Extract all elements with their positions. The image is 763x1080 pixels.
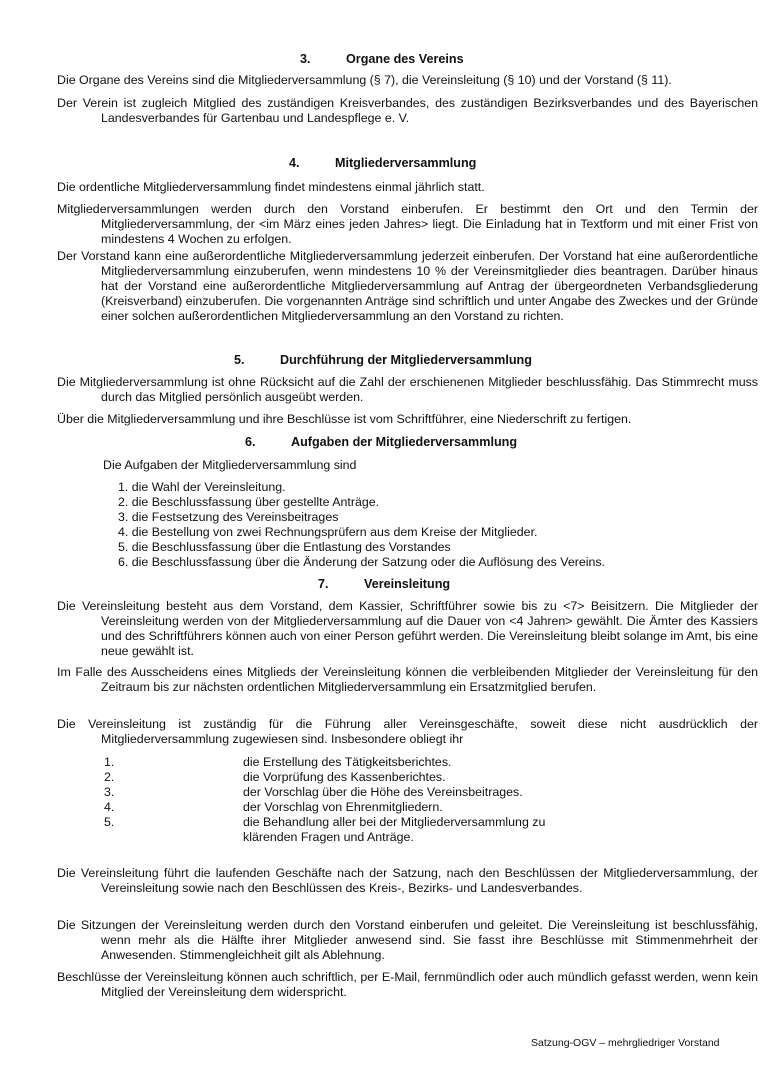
section-number: 5. [234, 353, 245, 367]
list-item [104, 755, 714, 770]
list-item [104, 800, 714, 815]
item-number: 5. [104, 815, 115, 829]
list-item [104, 770, 714, 785]
paragraph: Über die Mitgliederversammlung und ihre Beschlüsse ist vom Schriftführer, eine Niederschrift zu fertigen. [57, 412, 632, 426]
paragraph: Mitgliederversammlungen werden durch den Vorstand einberufen. Er bestimmt den Ort und den Termin der Mitgliederversammlung, der <im März eines jeden Jahres> liegt. Die Einladung hat in Textform und mit einer Frist von mindestens 4 Wochen zu erfolgen. [57, 202, 758, 246]
paragraph: Im Falle des Ausscheidens eines Mitglieds der Vereinsleitung können die verbleibenden Mitglieder der Vereinsleitung für den Zeitraum bis zur nächsten ordentlichen Mitgliederversammlung ein Ersatzmitglied berufen. [57, 665, 758, 694]
paragraph: Die Vereinsleitung besteht aus dem Vorstand, dem Kassier, Schriftführer sowie bis zu <7> Beisitzern. Die Mitglieder der Vereinsleitung werden von der Mitgliederversammlung auf die Dauer von <4 Jahren> gewählt. Die Ämter des Kassiers und des Schriftführers können auch von einer Person geführt werden. Die Vereinsleitung bleibt solange im Amt, bis eine neue gewählt ist. [57, 599, 758, 658]
page-footer: Satzung-OGV – mehrgliedriger Vorstand [531, 1037, 720, 1049]
paragraph: Die Organe des Vereins sind die Mitgliederversammlung (§ 7), die Vereinsleitung (§ 10) und der Vorstand (§ 11). [57, 73, 672, 87]
section-number: 7. [318, 577, 329, 591]
item-text: die Erstellung des Tätigkeitsberichtes. [243, 755, 452, 769]
list-item: 6. die Beschlussfassung über die Änderung der Satzung oder die Auflösung des Vereins. [118, 555, 606, 569]
section-title: Organe des Vereins [346, 52, 464, 66]
paragraph: Der Vorstand kann eine außerordentliche Mitgliederversammlung jederzeit einberufen. Der Vorstand hat eine außerordentliche Mitgliederversammlung einzuberufen, wenn mindestens 10 % der Vereinsmitglieder dies beantragen. Darüber hinaus hat der Vorstand eine außerordentliche Mitgliederversammlung auf Antrag der übergeordneten Verbandsgliederung (Kreisverband) einzuberufen. Die vorgenannten Anträge sind schriftlich und unter Angabe des Zweckes und der Gründe einer solchen außerordentlichen Mitgliederversammlung an den Vorstand zu richten. [57, 249, 758, 323]
paragraph: Die Mitgliederversammlung ist ohne Rücksicht auf die Zahl der erschienenen Mitglieder beschlussfähig. Das Stimmrecht muss durch das Mitglied persönlich ausgeübt werden. [57, 375, 758, 404]
paragraph: Die Vereinsleitung ist zuständig für die Führung aller Vereinsgeschäfte, soweit diese nicht ausdrücklich der Mitgliederversammlung zugewiesen sind. Insbesondere obliegt ihr [57, 717, 758, 746]
list-item [104, 785, 714, 800]
paragraph: Die ordentliche Mitgliederversammlung findet mindestens einmal jährlich statt. [57, 180, 485, 194]
paragraph: Der Verein ist zugleich Mitglied des zuständigen Kreisverbandes, des zuständigen Bezirksverbandes und des Bayerischen Landesverbandes für Gartenbau und Landespflege e. V. [57, 96, 758, 125]
item-text: die Behandlung aller bei der Mitgliederversammlung zu klärenden Fragen und Anträge. [243, 815, 546, 844]
item-text: der Vorschlag über die Höhe des Vereinsbeitrages. [243, 785, 523, 799]
item-number: 4. [104, 800, 115, 814]
item-text: die Vorprüfung des Kassenberichtes. [243, 770, 446, 784]
paragraph: Die Vereinsleitung führt die laufenden Geschäfte nach der Satzung, nach den Beschlüssen der Mitgliederversammlung, der Vereinsleitung sowie nach den Beschlüssen des Kreis-, Bezirks- und Landesverbandes. [57, 866, 758, 895]
section-number: 3. [300, 52, 311, 66]
list-item [104, 815, 714, 845]
section-title: Aufgaben der Mitgliederversammlung [291, 435, 518, 449]
item-text: der Vorschlag von Ehrenmitgliedern. [243, 800, 443, 814]
section-title: Durchführung der Mitgliederversammlung [280, 353, 532, 367]
section-number: 4. [289, 156, 300, 170]
section-number: 6. [245, 435, 256, 449]
paragraph: Die Sitzungen der Vereinsleitung werden durch den Vorstand einberufen und geleitet. Die Vereinsleitung ist beschlussfähig, wenn mehr als die Hälfte ihrer Mitglieder anwesend sind. Sie fasst ihre Beschlüsse mit Stimmenmehrheit der Anwesenden. Stimmengleichheit gilt als Ablehnung. [57, 918, 758, 962]
section-title: Vereinsleitung [364, 577, 451, 591]
list-item: 4. die Bestellung von zwei Rechnungsprüfern aus dem Kreise der Mitglieder. [118, 525, 538, 539]
list-item: 5. die Beschlussfassung über die Entlastung des Vorstandes [118, 540, 451, 554]
list-intro: Die Aufgaben der Mitgliederversammlung sind [103, 458, 357, 472]
item-number: 2. [104, 770, 115, 784]
section-title: Mitgliederversammlung [335, 156, 477, 170]
list-item: 1. die Wahl der Vereinsleitung. [118, 480, 286, 494]
paragraph: Beschlüsse der Vereinsleitung können auch schriftlich, per E-Mail, fernmündlich oder auch mündlich gefasst werden, wenn kein Mitglied der Vereinsleitung dem widerspricht. [57, 970, 758, 999]
list-item: 2. die Beschlussfassung über gestellte Anträge. [118, 495, 380, 509]
duties-list [104, 755, 714, 845]
tasks-list [118, 480, 605, 570]
list-item: 3. die Festsetzung des Vereinsbeitrages [118, 510, 339, 524]
item-number: 3. [104, 785, 115, 799]
item-number: 1. [104, 755, 115, 769]
